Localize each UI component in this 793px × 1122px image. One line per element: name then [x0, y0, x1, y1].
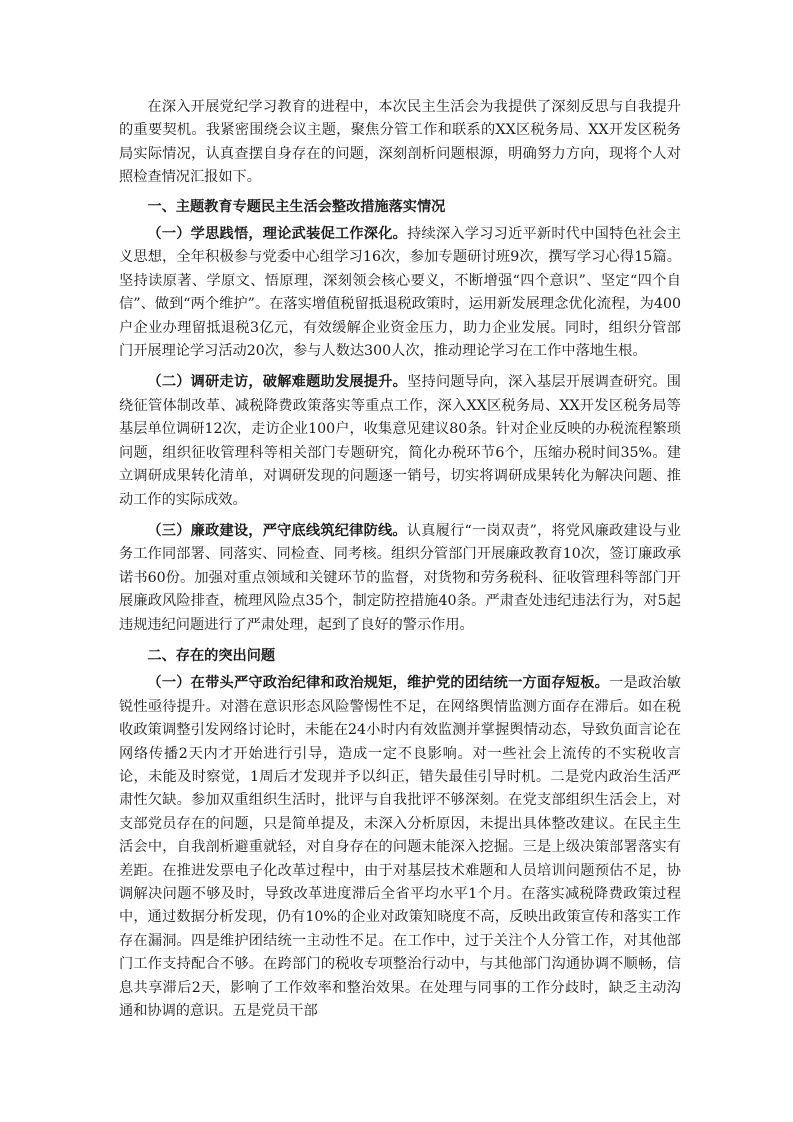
section-2-item-1	[119, 672, 681, 1023]
section-1-item-2-body: 坚持问题导向，深入基层开展调查研究。围绕征管体制改革、减税降费政策落实等重点工作，深入XX区税务局、XX开发区税务局等基层单位调研12次，走访企业100户，收集意见建议80条。针对企业反映的办税流程繁琐问题，组织征收管理科等相关部门专题研究，简化办税环节6个，压缩办税时间35%。建立调研成果转化清单，对调研发现的问题逐一销号，切实将调研成果转化为解决问题、推动工作的实际成效。	[119, 374, 681, 508]
section-1-heading: 一、主题教育专题民主生活会整改措施落实情况	[147, 198, 446, 215]
section-1-item-2	[119, 371, 681, 511]
section-2-heading: 二、存在的突出问题	[147, 647, 276, 664]
document-page	[119, 96, 681, 1023]
section-1-item-2-title: （二）调研走访，破解难题助发展提升。	[147, 374, 408, 391]
section-1-item-3-body: 认真履行“一岗双责”，将党风廉政建设与业务工作同部署、同落实、同检查、同考核。组织分管部门开展廉政教育10次，签订廉政承诺书60份。加强对重点领域和关键环节的监督，对货物和劳务税科、征收管理科等部门开展廉政风险排查，梳理风险点35个，制定防控措施40条。严肃查处违纪违法行为，对5起违规违纪问题进行了严肃处理，起到了良好的警示作用。	[119, 522, 681, 633]
section-1-item-1	[119, 223, 681, 363]
section-2-item-1-title: （一）在带头严守政治纪律和政治规矩，维护党的团结统一方面存短板。	[147, 675, 610, 692]
section-1-item-3-title: （三）廉政建设，严守底线筑纪律防线。	[147, 522, 407, 539]
section-1-item-1-body: 持续深入学习习近平新时代中国特色社会主义思想，全年积极参与党委中心组学习16次，参加专题研讨班9次，撰写学习心得15篇。坚持读原著、学原文、悟原理，深刻领会核心要义，不断增强“四个意识”、坚定“四个自信”、做到“两个维护”。在落实增值税留抵退税政策时，运用新发展理念优化流程，为400户企业办理留抵退税3亿元，有效缓解企业资金压力，助力企业发展。同时，组织分管部门开展理论学习活动20次，参与人数达300人次，推动理论学习在工作中落地生根。	[119, 226, 681, 360]
section-1-item-3	[119, 520, 681, 637]
section-2-item-1-body: 一是政治敏锐性亟待提升。对潜在意识形态风险警惕性不足，在网络舆情监测方面存在滞后。如在税收政策调整引发网络讨论时，未能在24小时内有效监测并掌握舆情动态，导致负面言论在网络传播2天内才开始进行引导，造成一定不良影响。对一些社会上流传的不实税收言论，未能及时察觉，1周后才发现并予以纠正，错失最佳引导时机。二是党内政治生活严肃性欠缺。参加双重组织生活时，批评与自我批评不够深刻。在党支部组织生活会上，对支部党员存在的问题，只是简单提及，未深入分析原因，未提出具体整改建议。在民主生活会中，自我剖析避重就轻，对自身存在的问题未能深入挖掘。三是上级决策部署落实有差距。在推进发票电子化改革过程中，由于对基层技术难题和人员培训问题预估不足，协调解决问题不够及时，导致改革进度滞后全省平均水平1个月。在落实减税降费政策过程中，通过数据分析发现，仍有10%的企业对政策知晓度不高，反映出政策宣传和落实工作存在漏洞。四是维护团结统一主动性不足。在工作中，过于关注个人分管工作，对其他部门工作支持配合不够。在跨部门的税收专项整治行动中，与其他部门沟通协调不顺畅，信息共享滞后2天，影响了工作效率和整治效果。在处理与同事的工作分歧时，缺乏主动沟通和协调的意识。五是党员干部	[119, 675, 681, 1020]
intro-paragraph: 在深入开展党纪学习教育的进程中，本次民主生活会为我提供了深刻反思与自我提升的重要契机。我紧密围绕会议主题，聚焦分管工作和联系的XX区税务局、XX开发区税务局实际情况，认真查摆自身存在的问题，深刻剖析问题根源，明确努力方向，现将个人对照检查情况汇报如下。	[119, 99, 681, 186]
section-1-item-1-title: （一）学思践悟，理论武装促工作深化。	[147, 226, 408, 243]
